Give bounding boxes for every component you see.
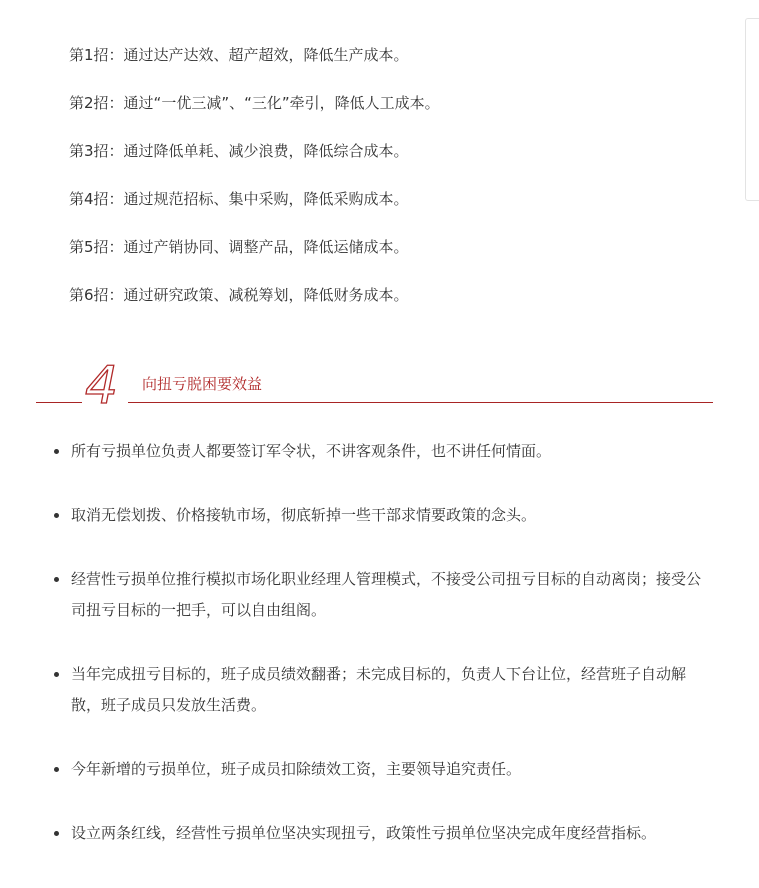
bullet-dot-icon — [54, 513, 59, 518]
tip-item: 第6招：通过研究政策、减税筹划，降低财务成本。 — [69, 286, 409, 304]
bullet-text: 当年完成扭亏目标的，班子成员绩效翻番；未完成目标的，负责人下台让位，经营班子自动解散，班子成员只发放生活费。 — [71, 665, 687, 714]
side-panel — [745, 18, 759, 201]
bullet-item — [53, 818, 715, 849]
section-title: 向扭亏脱困要效益 — [142, 375, 263, 393]
bullet-text: 今年新增的亏损单位，班子成员扣除绩效工资，主要领导追究责任。 — [71, 760, 522, 778]
bullet-dot-icon — [54, 831, 59, 836]
tip-item: 第4招：通过规范招标、集中采购，降低采购成本。 — [69, 190, 409, 208]
bullet-dot-icon — [54, 577, 59, 582]
tip-item: 第2招：通过“一优三减”、“三化”牵引，降低人工成本。 — [69, 94, 440, 112]
tip-item: 第5招：通过产销协同、调整产品，降低运储成本。 — [69, 238, 409, 256]
section-divider — [36, 402, 713, 403]
section-number-text: 4 — [85, 356, 119, 407]
tip-item: 第1招：通过达产达效、超产超效，降低生产成本。 — [69, 46, 409, 64]
section-header — [36, 355, 713, 407]
bullet-dot-icon — [54, 672, 59, 677]
bullet-text: 所有亏损单位负责人都要签订军令状，不讲客观条件，也不讲任何情面。 — [71, 442, 552, 460]
bullet-list — [53, 436, 715, 882]
bullet-item — [53, 659, 715, 721]
bullet-text: 设立两条红线，经营性亏损单位坚决实现扭亏，政策性亏损单位坚决完成年度经营指标。 — [71, 824, 657, 842]
tip-item: 第3招：通过降低单耗、减少浪费，降低综合成本。 — [69, 142, 409, 160]
bullet-item — [53, 436, 715, 467]
section-number — [82, 355, 128, 407]
bullet-item — [53, 500, 715, 531]
section-number-graphic — [82, 355, 128, 407]
bullet-item — [53, 754, 715, 785]
bullet-text: 经营性亏损单位推行模拟市场化职业经理人管理模式，不接受公司扭亏目标的自动离岗；接受公司扭亏目标的一把手，可以自由组阁。 — [71, 570, 702, 619]
bullet-text: 取消无偿划拨、价格接轨市场，彻底斩掉一些干部求情要政策的念头。 — [71, 506, 537, 524]
bullet-dot-icon — [54, 449, 59, 454]
tips-list — [69, 42, 709, 330]
bullet-dot-icon — [54, 767, 59, 772]
bullet-item — [53, 564, 715, 626]
